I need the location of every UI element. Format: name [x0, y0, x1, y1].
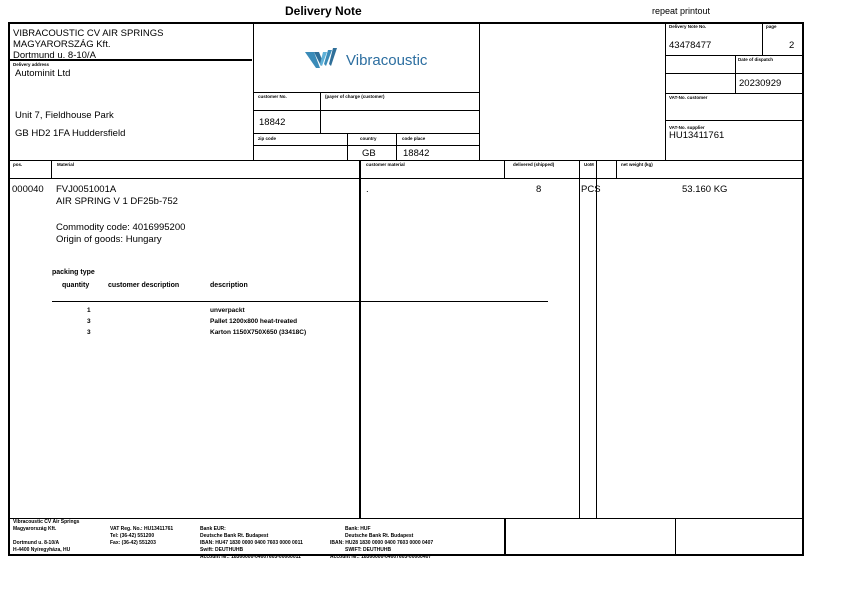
- item-description: AIR SPRING V 1 DF25b-752: [56, 196, 178, 207]
- divider: [347, 133, 348, 160]
- repeat-printout-label: repeat printout: [652, 6, 711, 16]
- item-material: FVJ0051001A: [56, 184, 117, 195]
- item-quantity: 8: [536, 184, 542, 195]
- vat-supplier-label: VAT-No. supplier: [669, 125, 705, 130]
- item-customer-material: .: [366, 184, 369, 195]
- footer-bank-eur-label: Bank EUR:: [200, 526, 226, 532]
- divider: [504, 160, 505, 178]
- footer-tel: Tel: (36-42) 551200: [110, 533, 155, 539]
- delivery-name: Autominit Ltd: [15, 68, 71, 79]
- unloading-point: 18842: [403, 148, 430, 159]
- divider: [396, 133, 397, 160]
- footer-bank-huf-label: Bank: HUF: [345, 526, 371, 532]
- delivery-no: 43478477: [669, 40, 712, 51]
- dispatch-date: 20230929: [739, 78, 782, 89]
- divider: [579, 160, 580, 519]
- packing-header-customer: customer description: [108, 282, 180, 289]
- divider: [675, 518, 676, 555]
- logo-mark-icon: [305, 48, 343, 70]
- country-label: country: [360, 136, 377, 141]
- sender-line3: Dortmund u. 8-10/A: [13, 50, 96, 61]
- divider: [254, 133, 479, 134]
- divider: [735, 55, 736, 93]
- footer-addr1: Dortmund u. 8-10/A: [13, 540, 60, 546]
- packing-row-desc: Pallet 1200x800 heat-treated: [210, 318, 298, 325]
- sender-line2: MAGYARORSZÁG Kft.: [13, 39, 111, 50]
- item-weight: 53.160 KG: [682, 184, 728, 195]
- document-frame: [8, 22, 804, 556]
- divider: [9, 178, 803, 179]
- footer-vat: VAT Reg. No.: HU13411761: [110, 526, 174, 532]
- footer-company2: Magyarország Kft.: [13, 526, 57, 532]
- footer-bank-eur-name: Deutsche Bank Rt. Budapest: [200, 533, 269, 539]
- item-origin: Origin of goods: Hungary: [56, 234, 162, 245]
- divider: [666, 73, 802, 74]
- delivery-street: Unit 7, Fieldhouse Park: [15, 110, 114, 121]
- delivery-address-label: Delivery address: [13, 62, 50, 67]
- packing-row-qty: 3: [87, 329, 91, 336]
- footer-bank-eur-swift: Swift: DEUTHUHB: [200, 547, 244, 553]
- col-pos: pos.: [13, 162, 23, 167]
- sender-line1: VIBRACOUSTIC CV AIR SPRINGS: [13, 28, 164, 39]
- unloading-label: code place: [402, 136, 426, 141]
- divider: [666, 93, 802, 94]
- page-title: Delivery Note: [285, 4, 362, 18]
- packing-row-qty: 3: [87, 318, 91, 325]
- item-pos: 000040: [12, 184, 44, 195]
- footer-bank-huf-swift: SWIFT: DEUTHUHB: [345, 547, 392, 553]
- divider: [254, 110, 479, 111]
- customer-no-label: customer No.: [258, 94, 287, 99]
- footer-addr2: H-4400 Nyíregyháza, HU: [13, 547, 71, 553]
- customer-no: 18842: [259, 117, 286, 128]
- divider: [359, 160, 361, 519]
- delivery-no-label: Delivery Note No.: [669, 24, 707, 29]
- footer-bank-huf-iban: IBAN: HU28 1830 0000 0400 7603 0000 0407: [330, 540, 434, 546]
- col-weight: net weight (kg): [621, 162, 653, 167]
- packing-divider: [52, 301, 548, 302]
- footer-bank-huf-name: Deutsche Bank Rt. Budapest: [345, 533, 414, 539]
- divider: [9, 518, 803, 519]
- zip-label: zip code: [258, 136, 277, 141]
- page-label: page: [766, 24, 777, 29]
- divider: [254, 92, 479, 93]
- divider: [616, 160, 617, 178]
- delivery-city: GB HD2 1FA Huddersfield: [15, 128, 126, 139]
- vat-supplier: HU13411761: [669, 130, 725, 141]
- footer-fax: Fax: (36-42) 551203: [110, 540, 156, 546]
- packing-title: packing type: [52, 269, 95, 276]
- page-number: 2: [789, 40, 795, 51]
- packing-header-quantity: quantity: [62, 282, 90, 289]
- col-unit: UoM: [584, 162, 594, 167]
- packing-row-desc: Karton 1150X750X650 (33418C): [210, 329, 307, 336]
- divider: [254, 145, 479, 146]
- packing-row-qty: 1: [87, 307, 91, 314]
- divider: [666, 120, 802, 121]
- footer-bank-huf-account: Account Nr.: 18300000-04007603-00000407: [330, 554, 432, 560]
- packing-row-desc: unverpackt: [210, 307, 245, 314]
- date-label: Date of dispatch: [738, 57, 774, 62]
- divider: [320, 92, 321, 133]
- divider: [762, 23, 763, 55]
- item-unit: PCS: [581, 184, 601, 195]
- vat-customer-label: VAT-No. customer: [669, 95, 708, 100]
- divider: [9, 160, 803, 161]
- col-material: Material: [57, 162, 75, 167]
- logo-text: Vibracoustic: [346, 52, 428, 69]
- divider: [666, 55, 802, 56]
- country: GB: [362, 148, 376, 159]
- item-commodity: Commodity code: 4016995200: [56, 222, 186, 233]
- col-customer-material: customer material: [366, 162, 405, 167]
- divider: [504, 518, 506, 555]
- footer-bank-eur-account: Account Nr.: 18300000-04007603-00000011: [200, 554, 301, 560]
- col-delivered: delivered (shipped): [513, 162, 555, 167]
- footer-bank-eur-iban: IBAN: HU47 1830 0000 0400 7603 0000 0011: [200, 540, 303, 546]
- divider: [479, 23, 480, 160]
- divider: [665, 23, 666, 160]
- packing-header-description: description: [210, 282, 248, 289]
- footer-company1: Vibracoustic CV Air Springs: [13, 519, 80, 525]
- divider: [51, 160, 52, 178]
- divider: [596, 160, 597, 519]
- payer-label: (payer of charge (customer): [325, 94, 385, 99]
